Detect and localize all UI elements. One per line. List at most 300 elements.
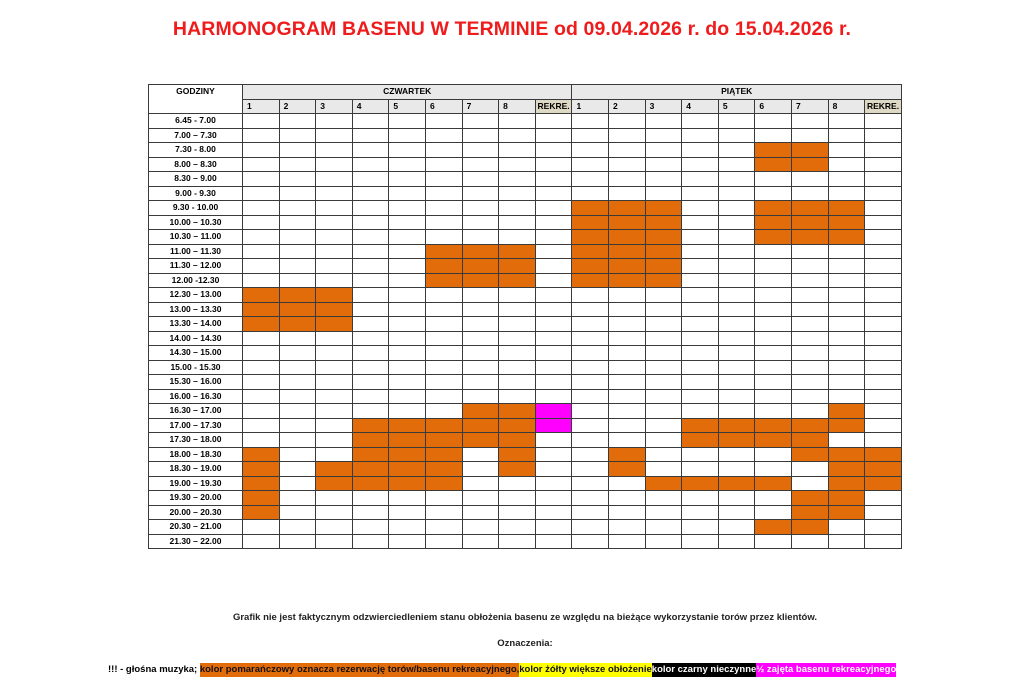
schedule-cell-reserved xyxy=(828,404,865,419)
hour-slot-label: 14.30 – 15.00 xyxy=(149,346,243,361)
schedule-cell-free xyxy=(645,186,682,201)
schedule-cell-free xyxy=(389,331,426,346)
schedule-cell-free xyxy=(352,346,389,361)
table-row xyxy=(149,201,902,216)
schedule-cell-free xyxy=(865,288,902,303)
schedule-cell-free xyxy=(499,505,536,520)
table-row xyxy=(149,259,902,274)
schedule-cell-free xyxy=(682,172,719,187)
schedule-cell-reserved xyxy=(755,520,792,535)
schedule-cell-free xyxy=(718,244,755,259)
schedule-cell-free xyxy=(535,491,572,506)
schedule-cell-free xyxy=(718,520,755,535)
schedule-cell-free xyxy=(609,346,646,361)
schedule-cell-free xyxy=(352,491,389,506)
schedule-cell-free xyxy=(316,128,353,143)
schedule-cell-free xyxy=(243,114,280,129)
schedule-cell-free xyxy=(865,215,902,230)
schedule-cell-free xyxy=(462,520,499,535)
schedule-cell-reserved xyxy=(572,244,609,259)
schedule-cell-free xyxy=(865,157,902,172)
schedule-cell-free xyxy=(645,505,682,520)
schedule-cell-free xyxy=(865,418,902,433)
schedule-cell-free xyxy=(462,157,499,172)
schedule-cell-free xyxy=(645,317,682,332)
schedule-cell-free xyxy=(352,128,389,143)
schedule-cell-reserved xyxy=(425,433,462,448)
schedule-cell-free xyxy=(389,230,426,245)
schedule-cell-free xyxy=(352,375,389,390)
schedule-cell-free xyxy=(792,317,829,332)
schedule-cell-reserved xyxy=(572,201,609,216)
schedule-cell-free xyxy=(389,346,426,361)
schedule-cell-free xyxy=(755,491,792,506)
schedule-cell-free xyxy=(609,404,646,419)
schedule-cell-free xyxy=(572,433,609,448)
friday-lane-header-7: 7 xyxy=(792,99,829,114)
table-row xyxy=(149,273,902,288)
schedule-cell-free xyxy=(462,230,499,245)
schedule-cell-free xyxy=(352,389,389,404)
schedule-cell-free xyxy=(279,201,316,216)
schedule-cell-free xyxy=(865,346,902,361)
schedule-cell-reserved xyxy=(792,157,829,172)
schedule-cell-free xyxy=(243,433,280,448)
schedule-cell-free xyxy=(462,172,499,187)
schedule-cell-reserved xyxy=(389,418,426,433)
hour-slot-label: 7.30 - 8.00 xyxy=(149,143,243,158)
schedule-cell-free xyxy=(792,404,829,419)
schedule-cell-free xyxy=(425,317,462,332)
schedule-cell-free xyxy=(865,433,902,448)
schedule-cell-reserved xyxy=(792,418,829,433)
schedule-cell-free xyxy=(718,157,755,172)
schedule-cell-free xyxy=(462,447,499,462)
schedule-cell-free xyxy=(462,331,499,346)
schedule-cell-free xyxy=(572,302,609,317)
schedule-cell-free xyxy=(499,534,536,549)
table-row xyxy=(149,520,902,535)
schedule-cell-free xyxy=(279,447,316,462)
schedule-cell-free xyxy=(572,172,609,187)
table-row xyxy=(149,462,902,477)
schedule-cell-free xyxy=(755,389,792,404)
schedule-cell-free xyxy=(425,114,462,129)
schedule-cell-reserved xyxy=(462,418,499,433)
schedule-cell-free xyxy=(682,462,719,477)
schedule-cell-free xyxy=(645,433,682,448)
schedule-cell-free xyxy=(243,172,280,187)
schedule-cell-free xyxy=(535,244,572,259)
schedule-cell-free xyxy=(243,259,280,274)
schedule-cell-free xyxy=(682,346,719,361)
schedule-cell-free xyxy=(609,143,646,158)
schedule-cell-free xyxy=(572,360,609,375)
table-row xyxy=(149,186,902,201)
schedule-cell-reserved xyxy=(243,462,280,477)
schedule-cell-free xyxy=(718,375,755,390)
schedule-cell-reserved xyxy=(389,476,426,491)
schedule-cell-reserved xyxy=(389,462,426,477)
schedule-cell-reserved xyxy=(352,447,389,462)
schedule-cell-reserved xyxy=(718,418,755,433)
schedule-cell-free xyxy=(572,114,609,129)
schedule-cell-free xyxy=(718,128,755,143)
schedule-cell-free xyxy=(462,143,499,158)
schedule-cell-free xyxy=(535,447,572,462)
schedule-cell-reserved xyxy=(352,476,389,491)
schedule-cell-free xyxy=(792,302,829,317)
schedule-cell-free xyxy=(865,317,902,332)
schedule-cell-free xyxy=(535,375,572,390)
schedule-cell-free xyxy=(718,462,755,477)
thursday-lane-header-8: 8 xyxy=(499,99,536,114)
schedule-cell-free xyxy=(243,273,280,288)
schedule-cell-reserved xyxy=(316,476,353,491)
friday-lane-header-rekre: REKRE. xyxy=(865,99,902,114)
schedule-cell-free xyxy=(865,360,902,375)
schedule-cell-free xyxy=(316,389,353,404)
schedule-cell-free xyxy=(828,114,865,129)
schedule-cell-free xyxy=(572,186,609,201)
schedule-cell-free xyxy=(609,172,646,187)
schedule-cell-free xyxy=(243,186,280,201)
legend-title: Oznaczenia: xyxy=(497,638,553,649)
schedule-cell-free xyxy=(682,447,719,462)
schedule-cell-free xyxy=(316,346,353,361)
schedule-cell-reserved xyxy=(792,520,829,535)
schedule-cell-free xyxy=(572,491,609,506)
schedule-cell-reserved xyxy=(462,404,499,419)
schedule-cell-reserved xyxy=(425,462,462,477)
schedule-cell-free xyxy=(755,505,792,520)
schedule-cell-reserved xyxy=(645,215,682,230)
schedule-cell-free xyxy=(425,157,462,172)
schedule-cell-free xyxy=(316,259,353,274)
schedule-cell-free xyxy=(755,114,792,129)
schedule-cell-free xyxy=(865,114,902,129)
schedule-cell-free xyxy=(792,462,829,477)
schedule-cell-free xyxy=(389,186,426,201)
schedule-cell-free xyxy=(755,259,792,274)
schedule-cell-free xyxy=(243,201,280,216)
schedule-cell-free xyxy=(499,172,536,187)
table-row xyxy=(149,230,902,245)
schedule-cell-free xyxy=(425,360,462,375)
schedule-cell-half-occupied xyxy=(535,404,572,419)
schedule-cell-free xyxy=(462,462,499,477)
hour-slot-label: 17.30 – 18.00 xyxy=(149,433,243,448)
schedule-cell-free xyxy=(352,230,389,245)
schedule-cell-reserved xyxy=(352,418,389,433)
schedule-cell-free xyxy=(352,331,389,346)
schedule-cell-free xyxy=(243,230,280,245)
schedule-cell-free xyxy=(572,476,609,491)
schedule-cell-free xyxy=(535,186,572,201)
schedule-cell-free xyxy=(755,244,792,259)
schedule-cell-free xyxy=(499,114,536,129)
schedule-cell-reserved xyxy=(755,433,792,448)
schedule-cell-reserved xyxy=(828,418,865,433)
schedule-cell-free xyxy=(462,505,499,520)
schedule-cell-free xyxy=(828,317,865,332)
hour-slot-label: 21.30 – 22.00 xyxy=(149,534,243,549)
schedule-cell-reserved xyxy=(755,476,792,491)
schedule-cell-free xyxy=(316,114,353,129)
schedule-cell-reserved xyxy=(645,273,682,288)
schedule-cell-free xyxy=(352,273,389,288)
schedule-cell-free xyxy=(865,491,902,506)
schedule-cell-free xyxy=(535,433,572,448)
schedule-cell-free xyxy=(535,288,572,303)
schedule-cell-reserved xyxy=(279,288,316,303)
schedule-cell-free xyxy=(352,172,389,187)
schedule-cell-free xyxy=(645,143,682,158)
schedule-cell-free xyxy=(755,302,792,317)
schedule-cell-free xyxy=(352,157,389,172)
schedule-cell-free xyxy=(279,491,316,506)
schedule-cell-free xyxy=(352,288,389,303)
schedule-cell-free xyxy=(865,520,902,535)
schedule-cell-reserved xyxy=(755,201,792,216)
schedule-cell-reserved xyxy=(865,476,902,491)
schedule-cell-free xyxy=(352,186,389,201)
schedule-cell-free xyxy=(389,273,426,288)
schedule-cell-free xyxy=(682,230,719,245)
schedule-cell-free xyxy=(425,404,462,419)
schedule-cell-free xyxy=(389,288,426,303)
schedule-cell-free xyxy=(279,244,316,259)
schedule-cell-free xyxy=(792,114,829,129)
schedule-cell-free xyxy=(645,114,682,129)
schedule-cell-free xyxy=(865,389,902,404)
schedule-cell-free xyxy=(425,331,462,346)
schedule-cell-reserved xyxy=(425,244,462,259)
schedule-cell-free xyxy=(279,375,316,390)
schedule-cell-free xyxy=(828,288,865,303)
schedule-cell-free xyxy=(279,418,316,433)
schedule-cell-free xyxy=(682,331,719,346)
schedule-cell-free xyxy=(316,215,353,230)
schedule-cell-reserved xyxy=(828,462,865,477)
schedule-cell-free xyxy=(865,302,902,317)
schedule-cell-free xyxy=(316,273,353,288)
schedule-cell-free xyxy=(279,259,316,274)
schedule-cell-reserved xyxy=(572,273,609,288)
schedule-cell-reserved xyxy=(828,215,865,230)
schedule-cell-free xyxy=(645,491,682,506)
schedule-cell-reserved xyxy=(645,201,682,216)
schedule-cell-free xyxy=(645,172,682,187)
schedule-cell-reserved xyxy=(682,433,719,448)
schedule-cell-free xyxy=(243,128,280,143)
schedule-cell-free xyxy=(609,114,646,129)
schedule-cell-free xyxy=(828,389,865,404)
table-row xyxy=(149,157,902,172)
schedule-cell-free xyxy=(499,346,536,361)
schedule-cell-free xyxy=(279,346,316,361)
schedule-cell-free xyxy=(279,143,316,158)
table-row xyxy=(149,447,902,462)
hour-slot-label: 15.30 – 16.00 xyxy=(149,375,243,390)
schedule-cell-free xyxy=(755,128,792,143)
hour-slot-label: 9.00 - 9.30 xyxy=(149,186,243,201)
schedule-cell-free xyxy=(499,143,536,158)
schedule-cell-free xyxy=(682,244,719,259)
schedule-cell-free xyxy=(243,157,280,172)
schedule-cell-free xyxy=(499,201,536,216)
schedule-cell-free xyxy=(425,520,462,535)
schedule-cell-free xyxy=(279,433,316,448)
schedule-cell-reserved xyxy=(572,215,609,230)
schedule-cell-free xyxy=(609,157,646,172)
schedule-cell-free xyxy=(572,157,609,172)
schedule-cell-free xyxy=(572,288,609,303)
schedule-cell-free xyxy=(279,462,316,477)
table-row xyxy=(149,389,902,404)
schedule-cell-free xyxy=(645,346,682,361)
schedule-cell-free xyxy=(425,186,462,201)
schedule-cell-free xyxy=(645,447,682,462)
table-row xyxy=(149,346,902,361)
table-row xyxy=(149,114,902,129)
schedule-cell-free xyxy=(535,259,572,274)
schedule-cell-free xyxy=(609,375,646,390)
schedule-cell-free xyxy=(828,302,865,317)
schedule-cell-free xyxy=(609,317,646,332)
schedule-cell-free xyxy=(682,215,719,230)
schedule-cell-free xyxy=(828,534,865,549)
schedule-cell-reserved xyxy=(645,259,682,274)
schedule-cell-free xyxy=(682,520,719,535)
schedule-cell-free xyxy=(718,201,755,216)
schedule-cell-free xyxy=(352,114,389,129)
schedule-cell-free xyxy=(828,259,865,274)
schedule-cell-reserved xyxy=(828,505,865,520)
schedule-cell-free xyxy=(316,520,353,535)
table-row xyxy=(149,215,902,230)
schedule-cell-free xyxy=(425,288,462,303)
friday-lane-header-1: 1 xyxy=(572,99,609,114)
hour-slot-label: 19.00 – 19.30 xyxy=(149,476,243,491)
schedule-cell-reserved xyxy=(828,230,865,245)
schedule-cell-free xyxy=(389,128,426,143)
schedule-cell-free xyxy=(609,302,646,317)
hour-slot-label: 8.00 – 8.30 xyxy=(149,157,243,172)
friday-lane-header-3: 3 xyxy=(645,99,682,114)
schedule-cell-free xyxy=(243,375,280,390)
hour-slot-label: 17.00 – 17.30 xyxy=(149,418,243,433)
schedule-cell-free xyxy=(316,375,353,390)
schedule-cell-reserved xyxy=(792,505,829,520)
pool-schedule-table xyxy=(148,84,902,549)
schedule-cell-free xyxy=(462,215,499,230)
schedule-cell-free xyxy=(645,404,682,419)
hour-slot-label: 10.30 – 11.00 xyxy=(149,230,243,245)
thursday-lane-header-3: 3 xyxy=(316,99,353,114)
schedule-cell-free xyxy=(609,331,646,346)
friday-lane-header-2: 2 xyxy=(609,99,646,114)
schedule-cell-free xyxy=(682,375,719,390)
schedule-cell-free xyxy=(535,273,572,288)
schedule-cell-free xyxy=(352,505,389,520)
table-row xyxy=(149,317,902,332)
schedule-cell-reserved xyxy=(572,259,609,274)
schedule-cell-free xyxy=(352,520,389,535)
schedule-cell-free xyxy=(755,288,792,303)
schedule-cell-free xyxy=(828,375,865,390)
schedule-cell-free xyxy=(755,447,792,462)
schedule-cell-free xyxy=(243,215,280,230)
schedule-cell-free xyxy=(645,520,682,535)
schedule-cell-free xyxy=(425,230,462,245)
schedule-cell-free xyxy=(535,143,572,158)
schedule-cell-free xyxy=(865,273,902,288)
schedule-cell-free xyxy=(718,404,755,419)
schedule-cell-free xyxy=(755,331,792,346)
day-header-thursday: CZWARTEK xyxy=(243,85,572,100)
schedule-cell-reserved xyxy=(352,433,389,448)
schedule-cell-reserved xyxy=(792,447,829,462)
schedule-cell-reserved xyxy=(718,476,755,491)
schedule-cell-free xyxy=(865,186,902,201)
schedule-cell-free xyxy=(718,288,755,303)
legend-yellow-busy: kolor żółty większe obłożenie xyxy=(519,664,652,675)
schedule-cell-free xyxy=(279,230,316,245)
schedule-cell-free xyxy=(352,302,389,317)
schedule-cell-free xyxy=(389,317,426,332)
schedule-cell-free xyxy=(718,317,755,332)
schedule-cell-free xyxy=(462,360,499,375)
schedule-cell-free xyxy=(792,360,829,375)
schedule-cell-free xyxy=(316,505,353,520)
schedule-cell-free xyxy=(535,230,572,245)
schedule-cell-reserved xyxy=(243,505,280,520)
table-row xyxy=(149,404,902,419)
schedule-cell-free xyxy=(645,375,682,390)
schedule-cell-reserved xyxy=(609,447,646,462)
schedule-cell-free xyxy=(279,534,316,549)
table-row xyxy=(149,128,902,143)
schedule-cell-free xyxy=(792,288,829,303)
schedule-cell-free xyxy=(755,346,792,361)
schedule-cell-free xyxy=(316,491,353,506)
schedule-cell-free xyxy=(535,302,572,317)
schedule-cell-free xyxy=(755,375,792,390)
schedule-cell-free xyxy=(792,331,829,346)
schedule-cell-reserved xyxy=(499,462,536,477)
schedule-cell-free xyxy=(352,201,389,216)
schedule-cell-free xyxy=(609,476,646,491)
schedule-cell-free xyxy=(316,331,353,346)
schedule-cell-reserved xyxy=(609,201,646,216)
schedule-cell-free xyxy=(462,128,499,143)
schedule-cell-reserved xyxy=(792,215,829,230)
thursday-lane-header-1: 1 xyxy=(243,99,280,114)
page-title: HARMONOGRAM BASENU W TERMINIE od 09.04.2026 r. do 15.04.2026 r. xyxy=(172,18,852,40)
schedule-cell-free xyxy=(316,201,353,216)
schedule-cell-free xyxy=(865,128,902,143)
friday-lane-header-6: 6 xyxy=(755,99,792,114)
schedule-cell-reserved xyxy=(755,230,792,245)
schedule-cell-free xyxy=(425,128,462,143)
schedule-cell-free xyxy=(535,201,572,216)
schedule-cell-reserved xyxy=(279,317,316,332)
lane-header-row xyxy=(149,99,902,114)
schedule-cell-free xyxy=(718,389,755,404)
schedule-cell-free xyxy=(389,375,426,390)
schedule-cell-reserved xyxy=(682,476,719,491)
